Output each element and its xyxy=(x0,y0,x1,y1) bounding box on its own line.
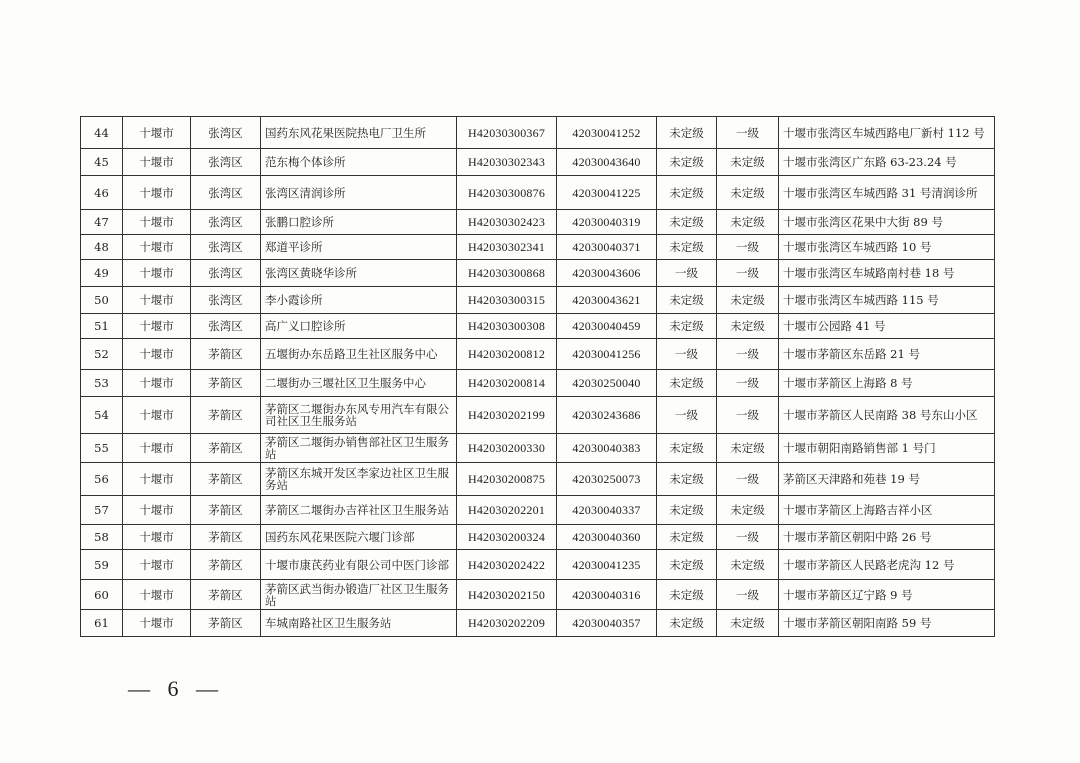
grade-cell: 一级 xyxy=(657,397,717,434)
org-code-cell: 42030040316 xyxy=(557,580,657,610)
grade-cell: 未定级 xyxy=(657,314,717,339)
registration-code-cell: H42030302341 xyxy=(457,235,557,260)
row-number: 61 xyxy=(81,610,123,637)
city-cell: 十堰市 xyxy=(123,235,191,260)
registration-code-cell: H42030300868 xyxy=(457,260,557,287)
level-cell: 一级 xyxy=(717,260,779,287)
institution-name-cell: 茅箭区武当街办锻造厂社区卫生服务站 xyxy=(261,580,457,610)
city-cell: 十堰市 xyxy=(123,397,191,434)
registration-code-cell: H42030300315 xyxy=(457,287,557,314)
registration-code-cell: H42030200324 xyxy=(457,525,557,550)
registration-code-cell: H42030200330 xyxy=(457,434,557,463)
row-number: 57 xyxy=(81,496,123,525)
org-code-cell: 42030041252 xyxy=(557,117,657,149)
address-cell: 十堰市张湾区车城西路电厂新村 112 号 xyxy=(779,117,995,149)
row-number: 49 xyxy=(81,260,123,287)
address-cell: 十堰市茅箭区上海路吉祥小区 xyxy=(779,496,995,525)
institution-name-cell: 茅箭区二堰街办东风专用汽车有限公司社区卫生服务站 xyxy=(261,397,457,434)
grade-cell: 未定级 xyxy=(657,610,717,637)
registration-code-cell: H42030302423 xyxy=(457,210,557,235)
level-cell: 未定级 xyxy=(717,149,779,176)
city-cell: 十堰市 xyxy=(123,314,191,339)
row-number: 45 xyxy=(81,149,123,176)
row-number: 44 xyxy=(81,117,123,149)
level-cell: 未定级 xyxy=(717,610,779,637)
registration-code-cell: H42030202201 xyxy=(457,496,557,525)
table-row xyxy=(81,210,995,235)
registration-code-cell: H42030300308 xyxy=(457,314,557,339)
city-cell: 十堰市 xyxy=(123,580,191,610)
grade-cell: 未定级 xyxy=(657,463,717,496)
table-row xyxy=(81,434,995,463)
org-code-cell: 42030043640 xyxy=(557,149,657,176)
institution-name-cell: 李小霞诊所 xyxy=(261,287,457,314)
grade-cell: 未定级 xyxy=(657,434,717,463)
level-cell: 一级 xyxy=(717,580,779,610)
institution-name-cell: 茅箭区东城开发区李家边社区卫生服务站 xyxy=(261,463,457,496)
table-row xyxy=(81,496,995,525)
city-cell: 十堰市 xyxy=(123,176,191,210)
address-cell: 茅箭区天津路和苑巷 19 号 xyxy=(779,463,995,496)
city-cell: 十堰市 xyxy=(123,434,191,463)
address-cell: 十堰市张湾区车城西路 10 号 xyxy=(779,235,995,260)
district-cell: 茅箭区 xyxy=(191,550,261,580)
org-code-cell: 42030250073 xyxy=(557,463,657,496)
city-cell: 十堰市 xyxy=(123,149,191,176)
institution-name-cell: 十堰市康芪药业有限公司中医门诊部 xyxy=(261,550,457,580)
city-cell: 十堰市 xyxy=(123,610,191,637)
row-number: 50 xyxy=(81,287,123,314)
district-cell: 张湾区 xyxy=(191,149,261,176)
institution-name-cell: 高广义口腔诊所 xyxy=(261,314,457,339)
org-code-cell: 42030041256 xyxy=(557,339,657,370)
institution-name-cell: 五堰街办东岳路卫生社区服务中心 xyxy=(261,339,457,370)
address-cell: 十堰市公园路 41 号 xyxy=(779,314,995,339)
level-cell: 一级 xyxy=(717,339,779,370)
level-cell: 一级 xyxy=(717,397,779,434)
district-cell: 张湾区 xyxy=(191,235,261,260)
row-number: 59 xyxy=(81,550,123,580)
district-cell: 张湾区 xyxy=(191,260,261,287)
registration-code-cell: H42030200814 xyxy=(457,370,557,397)
level-cell: 未定级 xyxy=(717,434,779,463)
level-cell: 一级 xyxy=(717,117,779,149)
table-row xyxy=(81,149,995,176)
org-code-cell: 42030041225 xyxy=(557,176,657,210)
registration-code-cell: H42030300876 xyxy=(457,176,557,210)
city-cell: 十堰市 xyxy=(123,370,191,397)
district-cell: 茅箭区 xyxy=(191,610,261,637)
district-cell: 张湾区 xyxy=(191,176,261,210)
row-number: 46 xyxy=(81,176,123,210)
district-cell: 茅箭区 xyxy=(191,525,261,550)
grade-cell: 未定级 xyxy=(657,149,717,176)
org-code-cell: 42030043606 xyxy=(557,260,657,287)
grade-cell: 未定级 xyxy=(657,176,717,210)
registration-code-cell: H42030202209 xyxy=(457,610,557,637)
address-cell: 十堰市茅箭区辽宁路 9 号 xyxy=(779,580,995,610)
grade-cell: 未定级 xyxy=(657,550,717,580)
district-cell: 张湾区 xyxy=(191,117,261,149)
grade-cell: 一级 xyxy=(657,339,717,370)
district-cell: 茅箭区 xyxy=(191,496,261,525)
institution-name-cell: 茅箭区二堰街办吉祥社区卫生服务站 xyxy=(261,496,457,525)
institution-name-cell: 张湾区黄晓华诊所 xyxy=(261,260,457,287)
org-code-cell: 42030040371 xyxy=(557,235,657,260)
org-code-cell: 42030043621 xyxy=(557,287,657,314)
city-cell: 十堰市 xyxy=(123,260,191,287)
grade-cell: 未定级 xyxy=(657,496,717,525)
address-cell: 十堰市张湾区广东路 63-23.24 号 xyxy=(779,149,995,176)
org-code-cell: 42030040357 xyxy=(557,610,657,637)
level-cell: 一级 xyxy=(717,463,779,496)
registration-code-cell: H42030300367 xyxy=(457,117,557,149)
level-cell: 一级 xyxy=(717,370,779,397)
org-code-cell: 42030040459 xyxy=(557,314,657,339)
grade-cell: 未定级 xyxy=(657,117,717,149)
grade-cell: 未定级 xyxy=(657,235,717,260)
institution-name-cell: 国药东风花果医院热电厂卫生所 xyxy=(261,117,457,149)
institution-name-cell: 张湾区清润诊所 xyxy=(261,176,457,210)
registration-code-cell: H42030302343 xyxy=(457,149,557,176)
district-cell: 茅箭区 xyxy=(191,463,261,496)
org-code-cell: 42030040319 xyxy=(557,210,657,235)
row-number: 55 xyxy=(81,434,123,463)
org-code-cell: 42030243686 xyxy=(557,397,657,434)
address-cell: 十堰市张湾区花果中大街 89 号 xyxy=(779,210,995,235)
district-cell: 张湾区 xyxy=(191,287,261,314)
level-cell: 未定级 xyxy=(717,210,779,235)
level-cell: 一级 xyxy=(717,525,779,550)
grade-cell: 一级 xyxy=(657,260,717,287)
address-cell: 十堰市茅箭区东岳路 21 号 xyxy=(779,339,995,370)
institution-name-cell: 车城南路社区卫生服务站 xyxy=(261,610,457,637)
address-cell: 十堰市茅箭区朝阳南路 59 号 xyxy=(779,610,995,637)
table-row xyxy=(81,117,995,149)
row-number: 48 xyxy=(81,235,123,260)
table-row xyxy=(81,397,995,434)
table-row xyxy=(81,176,995,210)
grade-cell: 未定级 xyxy=(657,370,717,397)
table-row xyxy=(81,260,995,287)
address-cell: 十堰市茅箭区上海路 8 号 xyxy=(779,370,995,397)
address-cell: 十堰市茅箭区人民路老虎沟 12 号 xyxy=(779,550,995,580)
address-cell: 十堰市张湾区车城路南村巷 18 号 xyxy=(779,260,995,287)
row-number: 58 xyxy=(81,525,123,550)
institution-name-cell: 郑道平诊所 xyxy=(261,235,457,260)
level-cell: 未定级 xyxy=(717,314,779,339)
city-cell: 十堰市 xyxy=(123,550,191,580)
city-cell: 十堰市 xyxy=(123,496,191,525)
table-body xyxy=(81,117,995,637)
address-cell: 十堰市茅箭区朝阳中路 26 号 xyxy=(779,525,995,550)
registration-code-cell: H42030200812 xyxy=(457,339,557,370)
table-row xyxy=(81,463,995,496)
grade-cell: 未定级 xyxy=(657,525,717,550)
table-row xyxy=(81,287,995,314)
level-cell: 未定级 xyxy=(717,550,779,580)
district-cell: 茅箭区 xyxy=(191,397,261,434)
city-cell: 十堰市 xyxy=(123,287,191,314)
level-cell: 未定级 xyxy=(717,287,779,314)
row-number: 60 xyxy=(81,580,123,610)
table-row xyxy=(81,339,995,370)
city-cell: 十堰市 xyxy=(123,339,191,370)
row-number: 51 xyxy=(81,314,123,339)
table-row xyxy=(81,235,995,260)
org-code-cell: 42030040360 xyxy=(557,525,657,550)
table-row xyxy=(81,610,995,637)
district-cell: 张湾区 xyxy=(191,210,261,235)
row-number: 47 xyxy=(81,210,123,235)
registration-code-cell: H42030202199 xyxy=(457,397,557,434)
district-cell: 茅箭区 xyxy=(191,339,261,370)
row-number: 54 xyxy=(81,397,123,434)
city-cell: 十堰市 xyxy=(123,525,191,550)
table-row xyxy=(81,580,995,610)
medical-institution-table xyxy=(80,116,995,637)
table-row xyxy=(81,525,995,550)
org-code-cell: 42030040383 xyxy=(557,434,657,463)
address-cell: 十堰市朝阳南路销售部 1 号门 xyxy=(779,434,995,463)
city-cell: 十堰市 xyxy=(123,463,191,496)
registration-code-cell: H42030202150 xyxy=(457,580,557,610)
address-cell: 十堰市张湾区车城西路 115 号 xyxy=(779,287,995,314)
grade-cell: 未定级 xyxy=(657,580,717,610)
level-cell: 一级 xyxy=(717,235,779,260)
row-number: 56 xyxy=(81,463,123,496)
grade-cell: 未定级 xyxy=(657,210,717,235)
registration-code-cell: H42030202422 xyxy=(457,550,557,580)
grade-cell: 未定级 xyxy=(657,287,717,314)
org-code-cell: 42030250040 xyxy=(557,370,657,397)
table-row xyxy=(81,550,995,580)
city-cell: 十堰市 xyxy=(123,210,191,235)
row-number: 53 xyxy=(81,370,123,397)
level-cell: 未定级 xyxy=(717,176,779,210)
row-number: 52 xyxy=(81,339,123,370)
institution-name-cell: 国药东风花果医院六堰门诊部 xyxy=(261,525,457,550)
district-cell: 茅箭区 xyxy=(191,370,261,397)
org-code-cell: 42030041235 xyxy=(557,550,657,580)
address-cell: 十堰市茅箭区人民南路 38 号东山小区 xyxy=(779,397,995,434)
institution-name-cell: 范东梅个体诊所 xyxy=(261,149,457,176)
district-cell: 茅箭区 xyxy=(191,434,261,463)
institution-name-cell: 张鹏口腔诊所 xyxy=(261,210,457,235)
table-row xyxy=(81,370,995,397)
org-code-cell: 42030040337 xyxy=(557,496,657,525)
address-cell: 十堰市张湾区车城西路 31 号清润诊所 xyxy=(779,176,995,210)
district-cell: 茅箭区 xyxy=(191,580,261,610)
table-row xyxy=(81,314,995,339)
district-cell: 张湾区 xyxy=(191,314,261,339)
institution-name-cell: 茅箭区二堰街办销售部社区卫生服务站 xyxy=(261,434,457,463)
city-cell: 十堰市 xyxy=(123,117,191,149)
level-cell: 未定级 xyxy=(717,496,779,525)
page-number: — 6 — xyxy=(128,676,224,701)
registration-code-cell: H42030200875 xyxy=(457,463,557,496)
institution-name-cell: 二堰街办三堰社区卫生服务中心 xyxy=(261,370,457,397)
